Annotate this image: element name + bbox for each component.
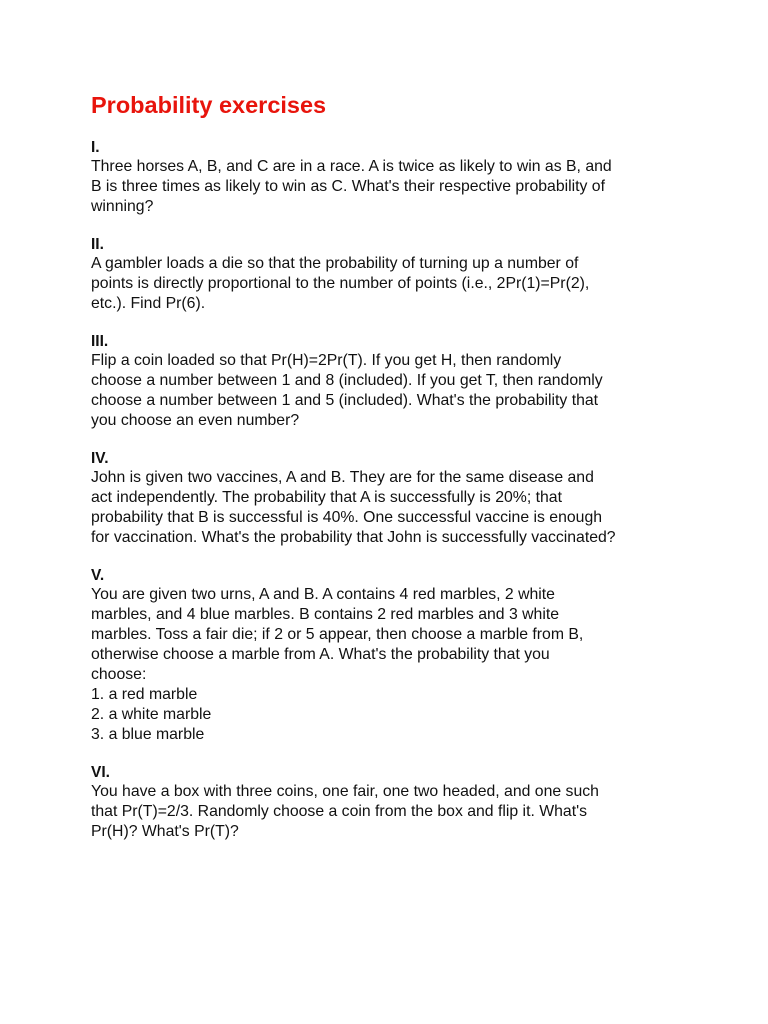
list-item: 1. a red marble (91, 686, 198, 703)
exercise-4 (91, 449, 731, 548)
exercise-text-line: probability that B is successful is 40%. One successful vaccine is enough (91, 509, 603, 526)
exercise-text-line: choose a number between 1 and 8 (included). If you get T, then randomly (91, 372, 603, 389)
exercise-heading: VI. (91, 764, 110, 781)
exercise-text-line: choose: (91, 666, 147, 683)
exercise-text-line: John is given two vaccines, A and B. They are for the same disease and (91, 469, 594, 486)
list-item: 2. a white marble (91, 706, 212, 723)
exercise-text-line: Three horses A, B, and C are in a race. A is twice as likely to win as B, and (91, 158, 612, 175)
exercise-text-line: otherwise choose a marble from A. What's the probability that you (91, 646, 550, 663)
exercise-6 (91, 763, 731, 842)
exercise-heading: V. (91, 567, 105, 584)
exercise-5 (91, 566, 731, 745)
exercise-text-line: you choose an even number? (91, 412, 300, 429)
list-item: 3. a blue marble (91, 726, 205, 743)
exercise-heading: I. (91, 139, 100, 156)
exercise-text-line: A gambler loads a die so that the probability of turning up a number of (91, 255, 579, 272)
exercise-text-line: choose a number between 1 and 5 (included). What's the probability that (91, 392, 599, 409)
exercise-text-line: winning? (91, 198, 154, 215)
exercise-heading: II. (91, 236, 104, 253)
exercise-text-line: B is three times as likely to win as C. What's their respective probability of (91, 178, 605, 195)
exercise-text-line: etc.). Find Pr(6). (91, 295, 206, 312)
exercise-text-line: act independently. The probability that A is successfully is 20%; that (91, 489, 562, 506)
exercise-2 (91, 235, 731, 314)
exercise-text-line: Flip a coin loaded so that Pr(H)=2Pr(T). If you get H, then randomly (91, 352, 562, 369)
exercise-text-line: points is directly proportional to the number of points (i.e., 2Pr(1)=Pr(2), (91, 275, 590, 292)
exercise-3 (91, 332, 731, 431)
page-title: Probability exercises (91, 92, 327, 118)
exercise-text-line: You are given two urns, A and B. A contains 4 red marbles, 2 white (91, 586, 555, 603)
exercise-text-line: that Pr(T)=2/3. Randomly choose a coin from the box and flip it. What's (91, 803, 588, 820)
exercise-text-line: You have a box with three coins, one fair, one two headed, and one such (91, 783, 599, 800)
exercise-heading: III. (91, 333, 109, 350)
exercise-text-line: for vaccination. What's the probability that John is successfully vaccinated? (91, 529, 616, 546)
document-content (91, 88, 731, 842)
exercise-text-line: marbles. Toss a fair die; if 2 or 5 appear, then choose a marble from B, (91, 626, 584, 643)
exercise-heading: IV. (91, 450, 109, 467)
exercise-text-line: marbles, and 4 blue marbles. B contains 2 red marbles and 3 white (91, 606, 560, 623)
exercise-text-line: Pr(H)? What's Pr(T)? (91, 823, 239, 840)
exercise-1 (91, 138, 731, 217)
